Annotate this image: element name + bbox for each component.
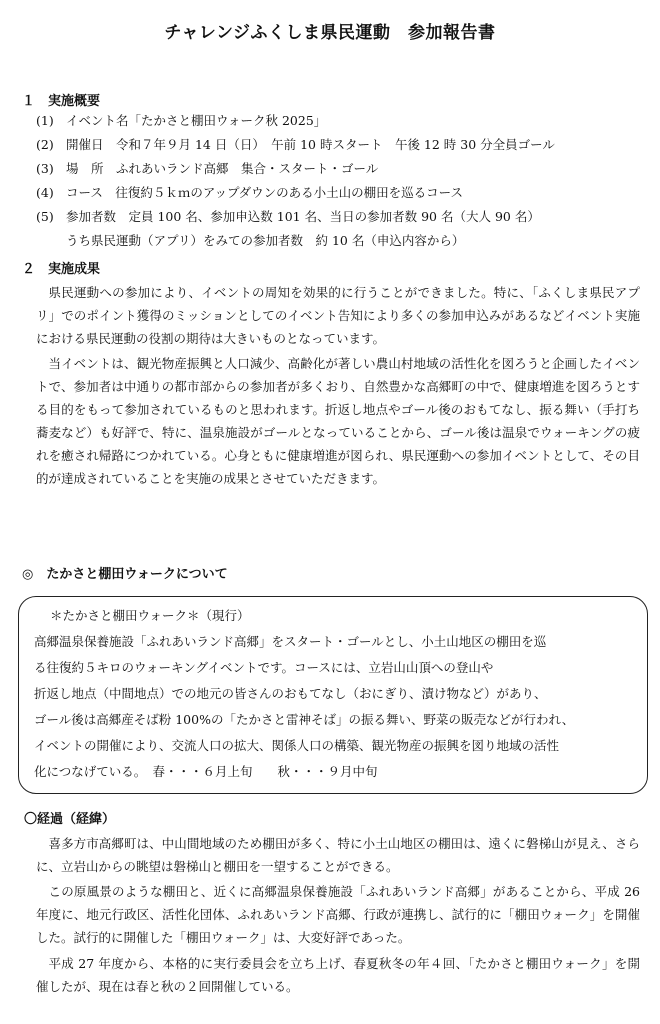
results-paragraph-2: 当イベントは、観光物産振興と人口減少、高齢化が著しい農山村地域の活性化を図ろうと企画したイベントで、参加者は中通りの都市部からの参加者が多くおり、自然豊かな高郷町の中で、健康増進を図ろうとする目的をもって参加されているものと思われます。折返し地点やゴール後のおもてなし、振る舞い（手打ち蕎麦など）も好評で、特に、温泉施設がゴールとなっていることから、ゴール後は温泉でウォーキングの疲れを癒され帰路につかれている。心身ともに健康増進が図られ、県民運動への参加イベントとして、その目的が達成されていることを実施の成果とさせていただきます。 bbox=[36, 356, 640, 486]
section-heading-history: 〇経過（経緯） bbox=[24, 812, 116, 827]
item-text: 開催日 令和７年９月 14 日（日） 午前 10 時スタート 午後 12 時 30 分全員ゴール bbox=[66, 137, 555, 152]
item-number: (4) bbox=[36, 185, 54, 200]
item-text: 場 所 ふれあいランド高郷 集合・スタート・ゴール bbox=[66, 161, 379, 176]
item-text: コース 往復約５ｋｍのアップダウンのある小土山の棚田を巡るコース bbox=[66, 185, 464, 200]
item-text: イベント名「たかさと棚田ウォーク秋 2025」 bbox=[66, 113, 327, 128]
section-heading-about-walk: ◎ たかさと棚田ウォークについて bbox=[22, 567, 228, 582]
participants-sub-note: うち県民運動（アプリ）をみての参加者数 約 10 名（申込内容から） bbox=[66, 233, 465, 248]
history-paragraph-1: 喜多方市高郷町は、中山間地域のため棚田が多く、特に小土山地区の棚田は、遠くに磐梯山が見え、さらに、立岩山からの眺望は磐梯山と棚田を一望することができる。 bbox=[36, 836, 640, 874]
section-heading-results: ２ 実施成果 bbox=[22, 262, 101, 277]
history-paragraph-3: 平成 27 年度から、本格的に実行委員会を立ち上げ、春夏秋冬の年４回、「たかさと棚田ウォーク」を開催したが、現在は春と秋の２回開催している。 bbox=[36, 956, 640, 994]
box-line: イベントの開催により、交流人口の拡大、関係人口の構築、観光物産の振興を図り地域の活性 bbox=[34, 738, 560, 753]
document-title: チャレンジふくしま県民運動 参加報告書 bbox=[164, 23, 496, 43]
overview-item bbox=[36, 113, 326, 129]
box-line: 化につなげている。 春・・・６月上旬 秋・・・９月中旬 bbox=[34, 764, 378, 779]
item-number: (3) bbox=[36, 161, 54, 176]
overview-item bbox=[36, 161, 378, 177]
box-line: 折返し地点（中間地点）での地元の皆さんのおもてなし（おにぎり、漬け物など）があり、 bbox=[34, 686, 547, 701]
item-number: (1) bbox=[36, 113, 54, 128]
results-paragraph-1: 県民運動への参加により、イベントの周知を効果的に行うことができました。特に、「ふくしま県民アプリ」でのポイント獲得のミッションとしてのイベント告知により多くの参加申込みがあるなどイベント実施における県民運動の役割の期待は大きいものとなっています。 bbox=[36, 285, 640, 346]
item-text: 参加者数 定員 100 名、参加申込数 101 名、当日の参加者数 90 名（大人 90 名） bbox=[66, 209, 540, 224]
history-paragraph-2: この原風景のような棚田と、近くに高郷温泉保養施設「ふれあいランド高郷」があることから、平成 26 年度に、地元行政区、活性化団体、ふれあいランド高郷、行政が連携し、試行的に「棚田ウォーク」を開催した。試行的に開催した「棚田ウォーク」は、大変好評であった。 bbox=[36, 884, 640, 945]
item-number: (5) bbox=[36, 209, 54, 224]
overview-item bbox=[36, 209, 540, 225]
item-number: (2) bbox=[36, 137, 54, 152]
box-line: ゴール後は高郷産そば粉 100%の「たかさと雷神そば」の振る舞い、野菜の販売などが行われ、 bbox=[34, 712, 575, 727]
overview-item bbox=[36, 137, 555, 153]
box-line: ＊たかさと棚田ウォーク＊（現行） bbox=[50, 608, 250, 623]
box-line: る往復約５キロのウォーキングイベントです。コースには、立岩山山頂への登山や bbox=[34, 660, 494, 675]
section-heading-overview: １ 実施概要 bbox=[22, 94, 101, 109]
box-line: 高郷温泉保養施設「ふれあいランド高郷」をスタート・ゴールとし、小土山地区の棚田を巡 bbox=[34, 634, 547, 649]
overview-item bbox=[36, 185, 463, 201]
